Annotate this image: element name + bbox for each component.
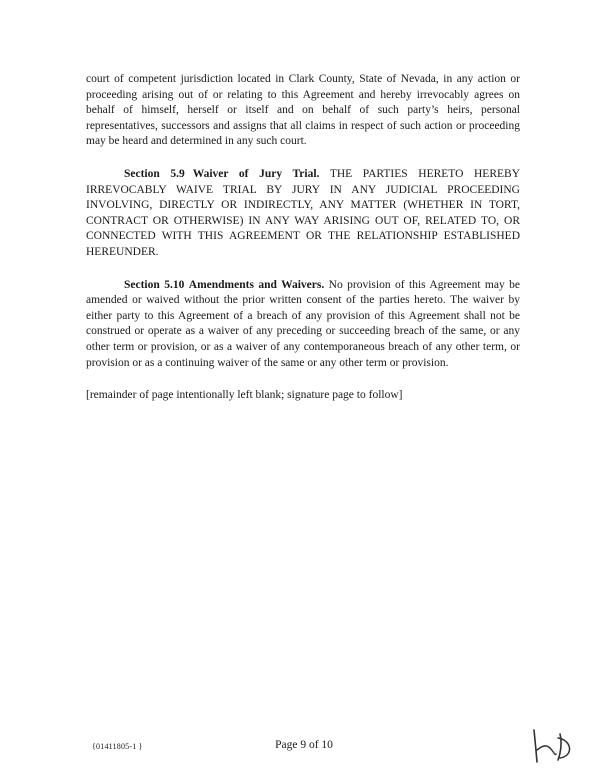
section-5-9-title: Waiver of Jury Trial. xyxy=(192,167,320,180)
document-body xyxy=(86,72,520,404)
section-5-10-title: Amendments and Waivers. xyxy=(188,278,325,291)
document-id: {01411805-1 } xyxy=(92,742,143,751)
jurisdiction-paragraph xyxy=(86,72,520,150)
section-5-9-text: THE PARTIES HERETO HEREBY IRREVOCABLY WAIVE TRIAL BY JURY IN ANY JUDICIAL PROCEEDING INVOLVING, DIRECTLY OR INDIRECTLY, ANY MATTER (WHETHER IN TORT, CONTRACT OR OTHERWISE) IN ANY WAY ARISING OUT OF, RELATED TO, OR CONNECTED WITH THIS AGREEMENT OR THE RELATIONSHIP ESTABLISHED HEREUNDER. xyxy=(86,167,520,258)
section-5-10-text: No provision of this Agreement may be amended or waived without the prior written consent of the parties hereto. The waiver by either party to this Agreement of a breach of any provision of this Agreement shall not be construed or operate as a waiver of any preceding or succeeding breach of the same, or any other term or provision, or as a waiver of any contemporaneous breach of any other term, or provision or as a continuing waiver of the same or any other term or provision. xyxy=(86,278,521,369)
section-5-10-paragraph xyxy=(86,278,520,372)
closing-note: [remainder of page intentionally left blank; signature page to follow] xyxy=(86,389,403,402)
section-5-9-paragraph xyxy=(86,167,520,261)
page-number: Page 9 of 10 xyxy=(275,739,333,751)
handwritten-initials xyxy=(528,724,578,768)
section-5-9-number: Section 5.9 xyxy=(124,167,185,180)
section-5-10-number: Section 5.10 xyxy=(124,278,185,291)
jurisdiction-text: court of competent jurisdiction located in Clark County, State of Nevada, in any action or proceeding arising out of or relating to this Agreement and hereby irrevocably agrees on behalf of himself, herself or itself and on behalf of such party’s heirs, personal representatives, successors and assigns that all claims in respect of such action or proceeding may be heard and determined in any such court. xyxy=(86,73,520,148)
